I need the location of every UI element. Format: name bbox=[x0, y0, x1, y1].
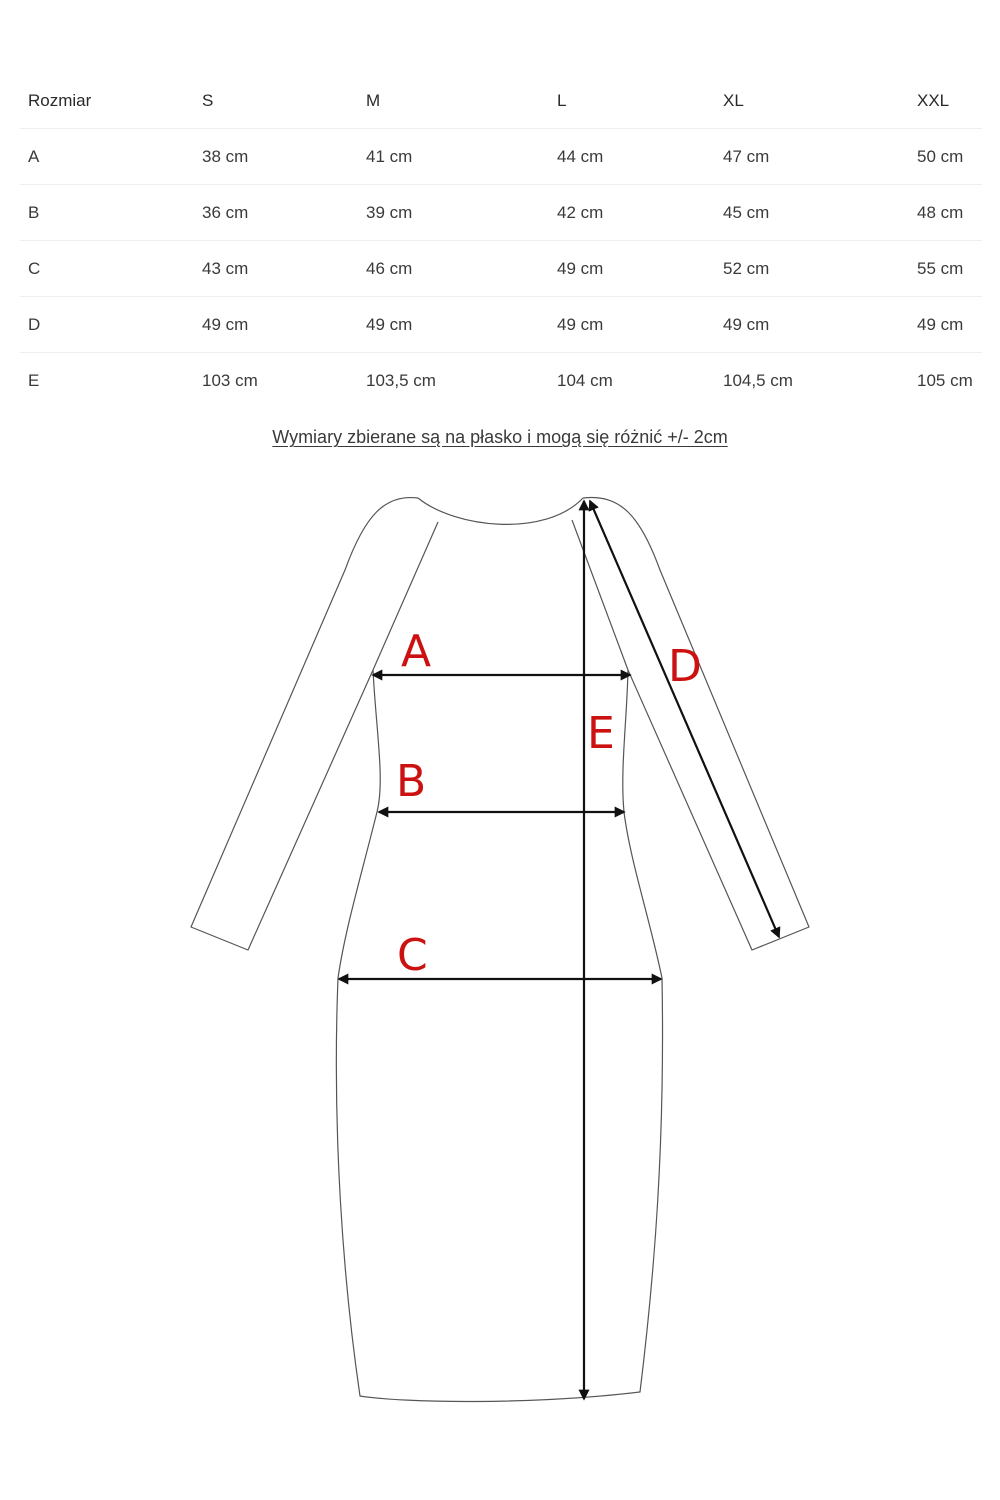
right-raglan-seam bbox=[572, 520, 628, 670]
table-cell: 50 cm bbox=[909, 129, 982, 185]
measure-arrow-d bbox=[590, 501, 779, 937]
dress-outline bbox=[191, 498, 809, 1402]
label-c: C bbox=[397, 930, 428, 981]
table-cell: 36 cm bbox=[194, 185, 358, 241]
size-table bbox=[20, 73, 982, 408]
header-cell-l: L bbox=[549, 73, 715, 129]
label-e: E bbox=[587, 708, 615, 759]
table-cell: 49 cm bbox=[358, 297, 549, 353]
label-a: A bbox=[401, 626, 432, 677]
table-cell: 48 cm bbox=[909, 185, 982, 241]
table-cell: 44 cm bbox=[549, 129, 715, 185]
measurement-note: Wymiary zbierane są na płasko i mogą się różnić +/- 2cm bbox=[272, 427, 728, 447]
table-cell: 49 cm bbox=[549, 241, 715, 297]
table-cell: 103,5 cm bbox=[366, 370, 436, 390]
label-b: B bbox=[396, 756, 427, 807]
dress-measurement-diagram bbox=[0, 480, 1000, 1420]
table-cell: 52 cm bbox=[715, 241, 909, 297]
table-cell: 103 cm bbox=[202, 370, 258, 390]
table-row bbox=[20, 129, 982, 185]
header-cell-xl: XL bbox=[715, 73, 909, 129]
table-cell: 49 cm bbox=[194, 297, 358, 353]
table-cell: 42 cm bbox=[549, 185, 715, 241]
header-cell-s: S bbox=[194, 73, 358, 129]
table-cell: 45 cm bbox=[715, 185, 909, 241]
table-cell: 104 cm bbox=[557, 370, 613, 390]
row-label: B bbox=[20, 185, 194, 241]
table-cell: 49 cm bbox=[909, 297, 982, 353]
table-cell: 41 cm bbox=[358, 129, 549, 185]
table-cell: 39 cm bbox=[358, 185, 549, 241]
table-row bbox=[20, 297, 982, 353]
header-cell-m: M bbox=[358, 73, 549, 129]
label-d: D bbox=[668, 641, 702, 692]
header-cell-size-label: Rozmiar bbox=[20, 73, 194, 129]
table-row bbox=[20, 185, 982, 241]
table-row bbox=[20, 241, 982, 297]
table-cell: 104,5 cm bbox=[723, 370, 793, 390]
header-cell-xxl: XXL bbox=[909, 73, 982, 129]
table-cell: 46 cm bbox=[358, 241, 549, 297]
table-cell: 49 cm bbox=[715, 297, 909, 353]
table-cell: 49 cm bbox=[549, 297, 715, 353]
row-label: E bbox=[28, 370, 40, 390]
table-cell: 47 cm bbox=[715, 129, 909, 185]
table-cell: 105 cm bbox=[917, 370, 973, 390]
neckline-outline bbox=[418, 498, 583, 524]
row-label: C bbox=[20, 241, 194, 297]
dress-body-outline bbox=[336, 670, 662, 1402]
row-label: A bbox=[20, 129, 194, 185]
left-sleeve-outline bbox=[191, 498, 418, 950]
table-row bbox=[20, 353, 982, 409]
table-cell: 38 cm bbox=[194, 129, 358, 185]
table-cell: 55 cm bbox=[909, 241, 982, 297]
table-header-row bbox=[20, 73, 982, 129]
table-cell: 43 cm bbox=[194, 241, 358, 297]
row-label: D bbox=[20, 297, 194, 353]
